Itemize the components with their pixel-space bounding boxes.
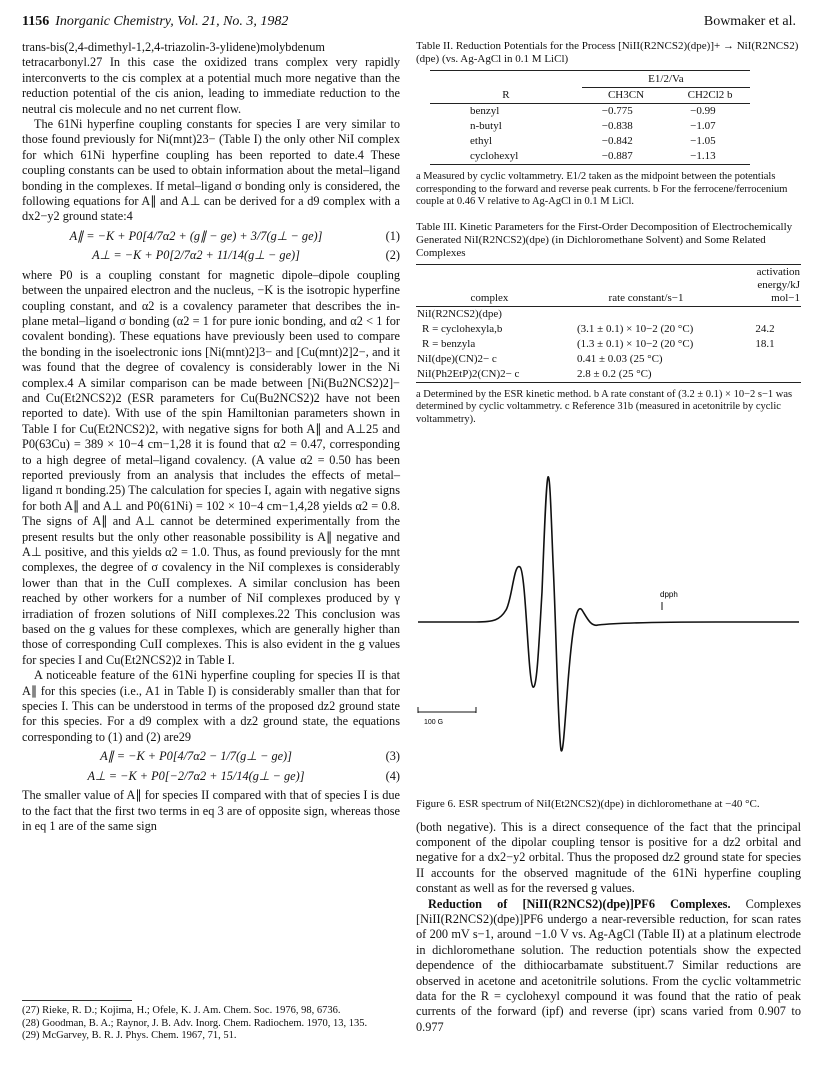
table-cell: R = cyclohexyla,b (422, 322, 503, 335)
table-row (416, 306, 801, 322)
table-row (416, 367, 801, 383)
table3-header-activation: activation energy/kJ mol−1 (756, 265, 800, 304)
reference-29: (29) McGarvey, B. R. J. Phys. Chem. 1967, 71, 51. (22, 1030, 237, 1041)
table-cell: −0.838 (601, 120, 633, 132)
table-cell: −0.775 (601, 105, 633, 117)
table2 (430, 70, 750, 165)
reference-27: (27) Rieke, R. D.; Kojima, H.; Ofele, K. J. Am. Chem. Soc. 1976, 98, 6736. (22, 1005, 341, 1016)
table-cell (729, 352, 801, 367)
table-cell: (1.3 ± 0.1) × 10−2 (20 °C) (577, 337, 694, 350)
table2-group-header: E1/2/Va (582, 71, 750, 88)
figure6-esr-spectrum (416, 432, 801, 792)
paragraph: trans-bis(2,4-dimethyl-1,2,4-triazolin-3-ylidene)molybdenum tetracarbonyl.27 In this case the oxidized trans complex very rapidly interconverts to the cis complex at a potential much more negative than the reduction potential of the cis anion, leading to immediate reduction to the neutral cis molecule and no net current flow. (22, 40, 400, 116)
table-cell: NiI(Ph2EtP)2(CN)2− c (417, 367, 520, 380)
equation-body: A⊥ = −K + P0[2/7α2 + 11/14(g⊥ − ge)] (92, 248, 300, 263)
table-row (416, 352, 801, 367)
esr-spectrum-plot (416, 432, 801, 792)
section-paragraph (416, 897, 801, 1036)
table-row (430, 149, 750, 165)
table-cell: ethyl (470, 135, 492, 147)
table3-header-complex: complex (470, 291, 509, 304)
paragraph: (both negative). This is a direct consequence of the fact that the principal component of the dipolar coupling tensor is positive for a dz2 orbital and negative for a dx2−y2 orbital. Thus the proposed dz2 ground state for species II accounts for the observed magnitude of the 61Ni hyperfine coupling constant as well as for the reversed g values. (416, 819, 801, 896)
scale-bar-label: 100 G (424, 719, 444, 726)
table-cell: n-butyl (470, 120, 502, 132)
table-cell: 2.8 ± 0.2 (25 °C) (577, 367, 652, 380)
equation-3 (22, 749, 400, 764)
paragraph-body: Complexes [NiII(R2NCS2)(dpe)]PF6 undergo a near-reversible reduction, for scan rates of 200 mV s−1, around −1.0 V vs. Ag-AgCl (Table II) at a platinum electrode in dichloromethane solution. The reduction potentials show the expected dependence of the dithiocarbamate substituent.7 Similar reductions are observed in acetone and acetonitrile solutions. From the cyclic voltammetric data for the R = cyclohexyl compound it was found that the ratio of peak currents of the forward (ipf) and reverse (ipr) scans varied from 0.907 to 0.977 (416, 896, 801, 1034)
paragraph: The 61Ni hyperfine coupling constants for species I are very similar to those found previously for Ni(mnt)23− (Table I) the only other NiI complex for which 61Ni hyperfine coupling has been reported to date.4 These coupling constants can be used to obtain information about the metal–ligand bonding in the complexes. If metal–ligand σ bonding only is considered, the following equations for A∥ and A⊥ can be derived for a d9 complex with a dx2−y2 ground state:4 (22, 117, 400, 224)
references (22, 1000, 400, 1043)
table2-caption: Table II. Reduction Potentials for the Process [NiII(R2NCS2)(dpe)]+ → NiI(R2NCS2)(dpe) (vs. Ag-AgCl in 0.1 M LiCl) (416, 40, 799, 65)
equation-1 (22, 229, 400, 244)
table3-caption: Table III. Kinetic Parameters for the First-Order Decomposition of Electrochemically Generated NiI(R2NCS2)(dpe) (in Dichloromethane Solvent) and Some Related Complexes (416, 220, 793, 259)
table-cell: 24.2 (755, 322, 775, 335)
table-cell: benzyl (470, 105, 500, 117)
table-cell: −0.887 (601, 150, 633, 162)
journal-citation: Inorganic Chemistry, Vol. 21, No. 3, 1982 (55, 14, 289, 29)
esr-trace (418, 477, 799, 751)
table-cell: NiI(dpe)(CN)2− c (417, 352, 497, 365)
paragraph: A noticeable feature of the 61Ni hyperfine coupling for species II is that A∥ for this species (i.e., A1 in Table I) is considerably smaller than that for species I. This can be understood in terms of the proposed dz2 ground state for this species. For a d9 complex with a dz2 ground state, the equations corresponding to (1) and (2) are29 (22, 668, 400, 744)
table-cell (729, 306, 801, 322)
table-cell: −1.05 (690, 135, 716, 147)
right-column (416, 40, 801, 1035)
table-cell: cyclohexyl (470, 150, 519, 162)
dpph-label: dpph (660, 590, 678, 599)
equation-4 (22, 769, 400, 784)
table2-footnote: a Measured by cyclic voltammetry. E1/2 taken as the midpoint between the potentials corresponding to the forward and reverse peak currents. b For the ferrocene/ferrocenium couple at 0.46 V relative to Ag-AgCl in 0.1 M LiCl. (416, 171, 788, 207)
table-cell: −1.07 (690, 120, 716, 132)
table-cell: 18.1 (755, 337, 775, 350)
footnote-rule (22, 1000, 132, 1001)
table-cell (563, 306, 729, 322)
reference-28: (28) Goodman, B. A.; Raynor, J. B. Adv. Inorg. Chem. Radiochem. 1970, 13, 135. (22, 1017, 368, 1029)
paragraph: The smaller value of A∥ for species II compared with that of species I is due to the fact that the first two terms in eq 3 are of opposite sign, whereas those in eq 1 are of the same sign (22, 788, 400, 833)
page-number: 1156 (22, 14, 50, 29)
table-cell: 0.41 ± 0.03 (25 °C) (577, 352, 663, 365)
equation-2 (22, 248, 400, 263)
table-row (416, 322, 801, 337)
table3-footnote: a Determined by the ESR kinetic method. b A rate constant of (3.2 ± 0.1) × 10−2 s−1 was determined by cyclic voltammetry. c Reference 31b (measured in acetonitrile by cyclic voltammetry). (416, 388, 793, 425)
table-row (416, 337, 801, 352)
table-cell: −1.13 (690, 150, 716, 162)
equation-body: A∥ = −K + P0[4/7α2 + (g∥ − ge) + 3/7(g⊥ − ge)] (69, 228, 323, 243)
table-cell: R = benzyla (422, 337, 476, 350)
paragraph: where P0 is a coupling constant for magnetic dipole–dipole coupling between the unpaired electron and the nucleus, −K is the isotropic hyperfine coupling constant, and α2 is a covalency parameter that describes the in-plane metal–ligand σ bonding (α2 = 1 for pure ionic bonding, and α2 < 1 for covalent bonding). These equations have previously been used to compare the bonding in the isoelectronic ions [Ni(mnt)2]3− and [Cu(mnt)2]2−, and it was found that the degree of covalency is considerably lower in the Ni complex.4 A similar comparison can be made between [Ni(Bu2NCS2)2]− and Cu(Et2NCS2)2 (ESR parameters for Cu(Bu2NCS2)2 have not been reported to date). With use of the spin Hamiltonian parameters shown in Table I for Cu(Et2NCS2)2, with negative signs for both A∥ and A⊥25 and P0(63Cu) = 389 × 10−4 cm−1,28 it is found that α2 = 0.47, corresponding to a high degree of metal–ligand covalency. (A value α2 = 0.50 has been reported previously from an analysis that includes the effects of metal–ligand π bonding.25) The calculation for species I, again with negative signs for both A∥ and A⊥ and P0(61Ni) = 102 × 10−4 cm−1,4,28 yields α2 = 0.8. The signs of A∥ and A⊥ cannot be determined experimentally from the present results but the only other reasonable possibility is A∥ negative and A⊥ positive, and this yields α2 = 1.0. Thus, as found previously for the mnt complexes, the degree of σ covalency in the NiI complexes is considerably lower than that in the CuII complexes. A similar conclusion has been reached by other workers for a number of NiI complexes produced by γ irradiation of frozen solutions of NiII complexes.22 This conclusion was based on the g values for these complexes, which are generally higher than those of corresponding CuII complexes. This is also evident in the g values for species I and Cu(Et2NCS2)2 in Table I. (22, 267, 400, 667)
section-heading: Reduction of [NiII(R2NCS2)(dpe)]PF6 Complexes. (428, 896, 731, 911)
table-row (430, 104, 750, 120)
table2-header-ch2cl2: CH2Cl2 b (687, 89, 733, 101)
table-cell: −0.99 (690, 105, 716, 117)
equation-number: (2) (385, 248, 400, 263)
table-row (430, 134, 750, 149)
equation-body: A⊥ = −K + P0[−2/7α2 + 15/14(g⊥ − ge)] (87, 768, 305, 783)
equation-body: A∥ = −K + P0[4/7α2 − 1/7(g⊥ − ge)] (100, 749, 292, 764)
table2-header-r: R (502, 88, 510, 101)
equation-number: (1) (385, 228, 400, 243)
equation-number: (3) (385, 749, 400, 764)
table-cell: −0.842 (601, 135, 633, 147)
table3 (416, 264, 801, 383)
running-header-authors: Bowmaker et al. (703, 14, 796, 29)
running-header-left (22, 14, 288, 30)
table-row (430, 119, 750, 134)
figure6-caption: Figure 6. ESR spectrum of NiI(Et2NCS2)(dpe) in dichloromethane at −40 °C. (416, 798, 760, 810)
table2-header-ch3cn: CH3CN (607, 89, 645, 101)
table3-header-rate: rate constant/s−1 (608, 291, 684, 304)
equation-number: (4) (385, 768, 400, 783)
table-cell: (3.1 ± 0.1) × 10−2 (20 °C) (577, 322, 694, 335)
table-cell (729, 367, 801, 383)
left-column (22, 40, 400, 834)
table-cell: NiI(R2NCS2)(dpe) (417, 307, 502, 320)
